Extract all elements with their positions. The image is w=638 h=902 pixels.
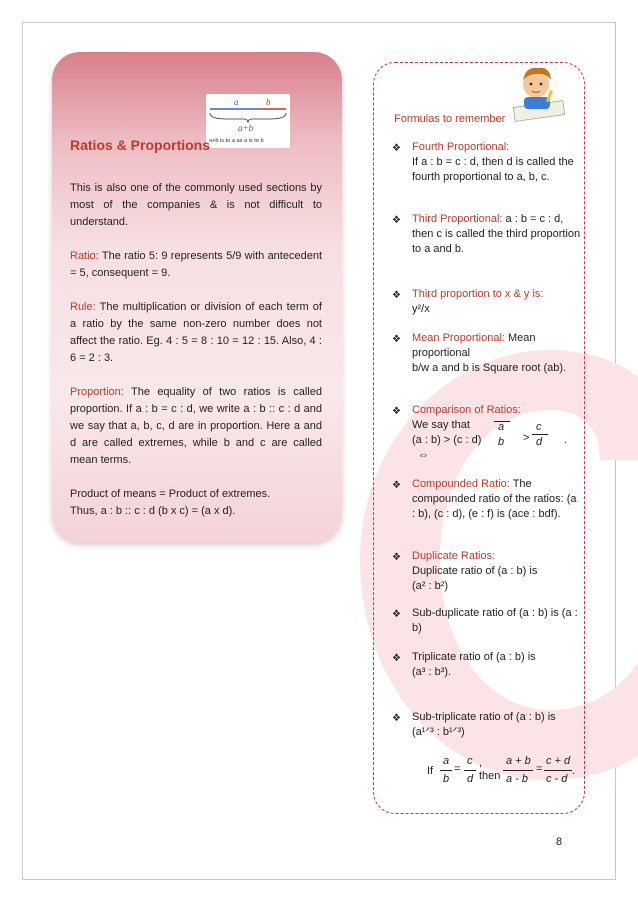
mean-label: Mean Proportional: [412,332,505,344]
ratio-label: Ratio: [70,250,99,262]
if-b: b [443,773,450,785]
if-c: c [467,755,473,767]
diagram-caption: a+b is to a as a is to b [209,138,264,144]
if-d: d [467,773,474,785]
comparison-line-2: (a : b) > (c : d) [412,434,482,446]
comparison-label: Comparison of Ratios: [412,404,521,416]
proportion-text: The equality of two ratios is called proportion. If a : b = c : d, we write a : b :: c : d and we say that a, b, c, d are in proportion. Here a and d are called extremes, while b and c are called mean terms. [70,386,322,466]
diamond-bullet-icon: ❖ [392,143,401,154]
triplicate-line-2: (a³ : b³). [412,666,452,678]
then-end: . [572,765,576,777]
third-text: a : b = c : d, then c is called the third proportion to a and b. [412,213,581,255]
diagram-b-label: b [266,97,271,107]
third-xy-text: y²/x [412,303,430,315]
duplicate-line-1: Duplicate ratio of (a : b) is [412,565,538,577]
ratio-text: The ratio 5: 9 represents 5/9 with antecedent = 5, consequent = 9. [70,250,322,279]
duplicate-label: Duplicate Ratios: [412,550,496,562]
then-word: then [479,770,501,782]
rule-text: The multiplication or division of each term of a ratio by the same non-zero number does not affect the ratio. Eg. 4 : 5 = 8 : 10 = 12 : 15. Also, 4 : 6 = 2 : 3. [70,301,322,364]
section-title: Ratios & Proportions [70,137,211,153]
comp-frac-b: b [498,436,505,448]
comp-frac-d: d [536,436,543,448]
diamond-bullet-icon: ❖ [392,480,401,491]
comp-frac-end: . [564,434,568,446]
subtriplicate-line-2: (a¹ᐟ³ : b¹ᐟ³) [412,726,465,738]
then-cmd: c - d [546,773,568,785]
diamond-bullet-icon: ❖ [392,653,401,664]
if-word: If [427,765,434,777]
duplicate-line-2: (a² : b²) [412,580,449,592]
diamond-bullet-icon: ❖ [392,552,401,563]
third-xy-label: Third proportion to x & y is: [412,288,544,300]
iff-symbol: ⇔ [418,449,429,461]
third-label: Third Proportional: [412,213,503,225]
comp-frac-a: a [498,421,505,433]
fourth-text: If a : b = c : d, then d is called the fourth proportional to a, b, c. [412,156,574,183]
comparison-line-1: We say that [412,419,470,431]
triplicate-line-1: Triplicate ratio of (a : b) is [412,651,536,663]
subduplicate-text: Sub-duplicate ratio of (a : b) is (a : b) [412,607,578,634]
formulas-heading: Formulas to remember [394,113,506,125]
intro-paragraph: This is also one of the commonly used sections by most of the companies & is not difficult to understand. [70,182,322,228]
golden-ratio-diagram [206,94,290,148]
subtriplicate-line-1: Sub-triplicate ratio of (a : b) is [412,711,556,723]
diagram-apb-label: a+b [238,123,254,133]
ratio-paragraph [70,248,322,282]
comp-frac-gt: > [523,432,530,444]
means-line-1: Product of means = Product of extremes. [70,488,271,500]
diamond-bullet-icon: ❖ [392,215,401,226]
comp-frac-c: c [536,421,542,433]
mean-text-1: Mean proportional [412,332,536,359]
then-amb: a - b [506,773,529,785]
proportion-paragraph [70,384,322,469]
then-cpd: c + d [546,755,571,767]
proportion-label: Proportion: [70,386,124,398]
page-number: 8 [556,836,563,848]
if-a: a [443,755,450,767]
fourth-label: Fourth Proportional: [412,141,510,153]
card-body [70,180,322,520]
if-eq: = [454,763,461,775]
diamond-bullet-icon: ❖ [392,406,401,417]
rule-label: Rule: [70,301,96,313]
diamond-bullet-icon: ❖ [392,713,401,724]
diamond-bullet-icon: ❖ [392,334,401,345]
diamond-bullet-icon: ❖ [392,290,401,301]
then-apb: a + b [506,755,531,767]
compounded-text: The compounded ratio of the ratios: (a : b), (c : d), (e : f) is (ace : bdf). [412,478,577,520]
then-eq: = [536,763,543,775]
diagram-a-label: a [234,97,239,107]
if-comma: , [479,757,483,769]
diamond-bullet-icon: ❖ [392,609,401,620]
means-line-2: Thus, a : b :: c : d (b x c) = (a x d). [70,505,236,517]
rule-paragraph [70,299,322,367]
means-paragraph [70,486,322,520]
mean-text-2: b/w a and b is Square root (ab). [412,362,567,374]
compounded-label: Compounded Ratio: [412,478,510,490]
